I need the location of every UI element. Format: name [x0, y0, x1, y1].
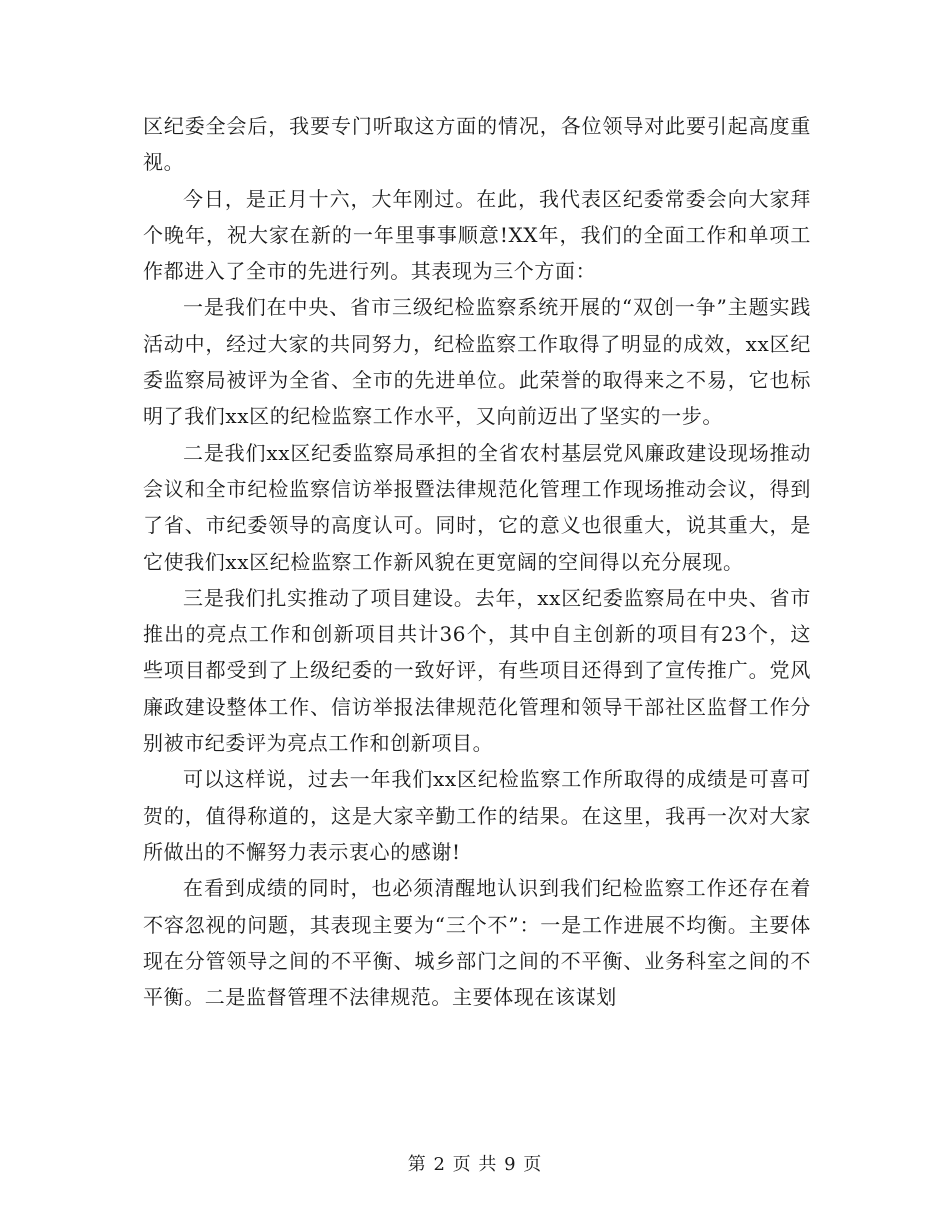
paragraph-new-year-greeting: 今日，是正月十六，大年刚过。在此，我代表区纪委常委会向大家拜个晚年，祝大家在新的一年里事事顺意!XX年，我们的全面工作和单项工作都进入了全市的先进行列。其表现为三个方面：	[143, 186, 811, 284]
paragraph-first-achievement: 一是我们在中央、省市三级纪检监察系统开展的“双创一争”主题实践活动中，经过大家的共同努力，纪检监察工作取得了明显的成效，xx区纪委监察局被评为全省、全市的先进单位。此荣誉的取得来之不易，它也标明了我们xx区的纪检监察工作水平，又向前迈出了坚实的一步。	[143, 295, 811, 429]
paragraph-continuation: 区纪委全会后，我要专门听取这方面的情况，各位领导对此要引起高度重视。	[143, 114, 811, 175]
paragraph-acknowledgement: 可以这样说，过去一年我们xx区纪检监察工作所取得的成绩是可喜可贺的，值得称道的，这是大家辛勤工作的结果。在这里，我再一次对大家所做出的不懈努力表示衷心的感谢!	[143, 767, 811, 864]
paragraph-third-achievement: 三是我们扎实推动了项目建设。去年，xx区纪委监察局在中央、省市推出的亮点工作和创新项目共计36个，其中自主创新的项目有23个，这些项目都受到了上级纪委的一致好评，有些项目还得到了宣传推广。党风廉政建设整体工作、信访举报法律规范化管理和领导干部社区监督工作分别被市纪委评为亮点工作和创新项目。	[143, 585, 811, 756]
paragraph-problems: 在看到成绩的同时，也必须清醒地认识到我们纪检监察工作还存在着不容忽视的问题，其表现主要为“三个不”：一是工作进展不均衡。主要体现在分管领导之间的不平衡、城乡部门之间的不平衡、业务科室之间的不平衡。二是监督管理不法律规范。主要体现在该谋划	[143, 876, 811, 1010]
body-text	[143, 108, 811, 1015]
paragraph-second-achievement: 二是我们xx区纪委监察局承担的全省农村基层党风廉政建设现场推动会议和全市纪检监察信访举报暨法律规范化管理工作现场推动会议，得到了省、市纪委领导的高度认可。同时，它的意义也很重大，说其重大，是它使我们xx区纪检监察工作新风貌在更宽阔的空间得以充分展现。	[143, 440, 811, 574]
page-number-footer: 第 2 页 共 9 页	[407, 1154, 543, 1175]
